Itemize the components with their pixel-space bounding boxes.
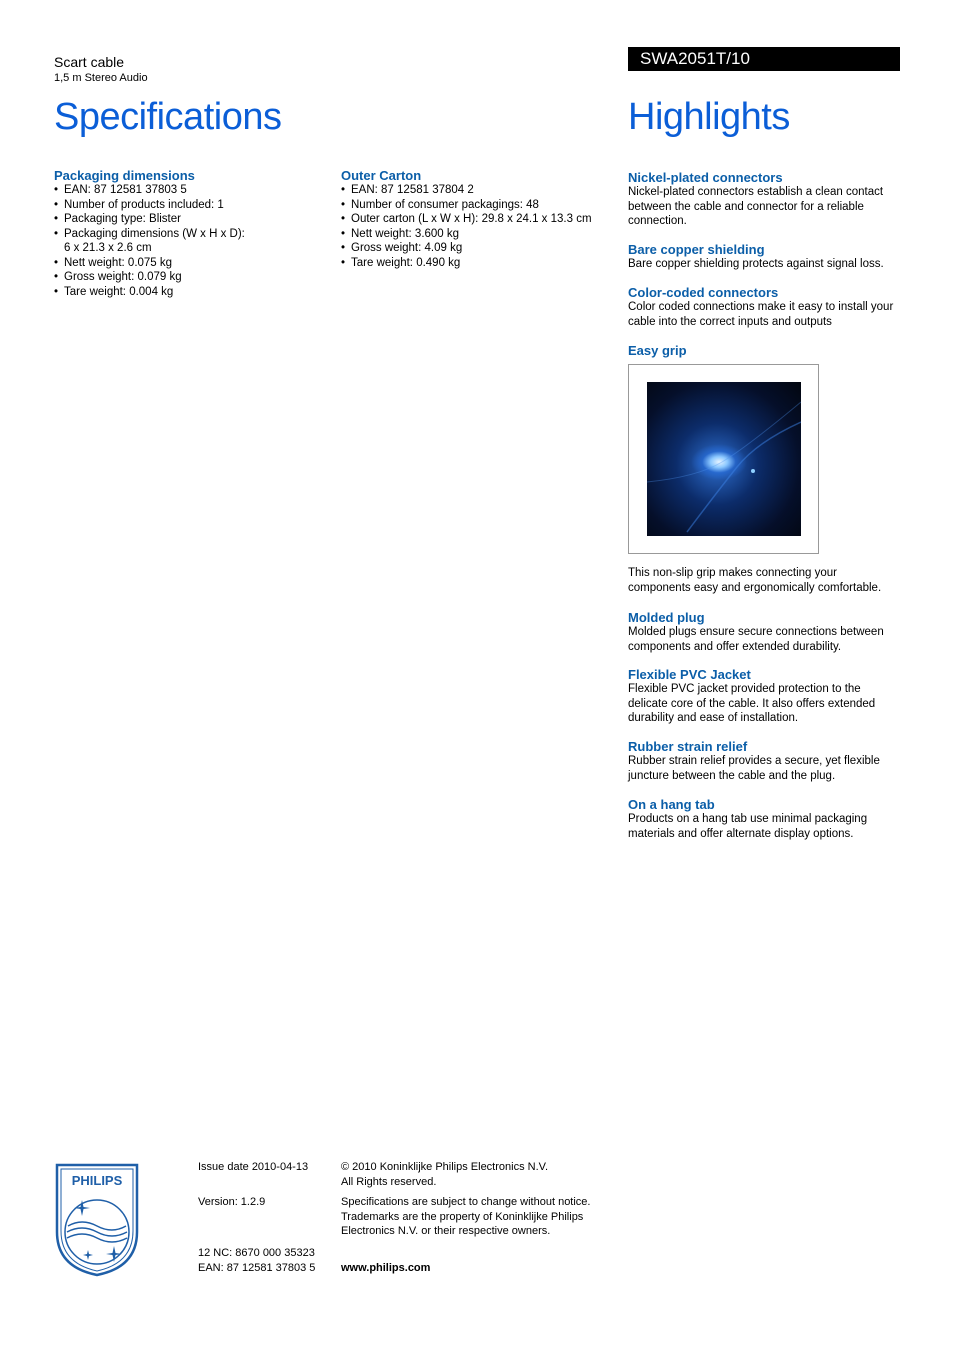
notice-line: Electronics N.V. or their respective owners. [341, 1225, 551, 1237]
highlight-molded-plug [628, 610, 900, 654]
highlight-text: Molded plugs ensure secure connections between components and offer extended durability. [628, 626, 884, 653]
easy-grip-image [647, 382, 801, 536]
notice-line: Trademarks are the property of Koninklijke Philips [341, 1210, 584, 1223]
highlight-text: This non-slip grip makes connecting your components easy and ergonomically comfortable. [628, 567, 882, 594]
product-subtitle: 1,5 m Stereo Audio [54, 72, 148, 84]
highlight-text: Bare copper shielding protects against signal loss. [628, 258, 884, 270]
version: Version: 1.2.9 [198, 1196, 266, 1208]
spec-item: • Nett weight: 3.600 kg [341, 227, 621, 242]
highlight-bare-copper [628, 242, 900, 272]
highlight-title: Color-coded connectors [628, 285, 779, 300]
spec-item: • Outer carton (L x W x H): 29.8 x 24.1 x 13.3 cm [341, 212, 621, 227]
highlight-title: Molded plug [628, 610, 705, 625]
spec-item: • Tare weight: 0.004 kg [54, 285, 314, 300]
highlight-hang-tab [628, 797, 900, 841]
logo-wordmark: PHILIPS [71, 1173, 123, 1188]
spec-item: • EAN: 87 12581 37803 5 [54, 183, 314, 198]
highlight-color-coded [628, 285, 900, 329]
highlight-text: Rubber strain relief provides a secure, yet flexible juncture between the cable and the plug. [628, 755, 880, 782]
spec-item [54, 227, 314, 256]
philips-logo [54, 1162, 140, 1278]
highlight-rubber-strain [628, 739, 900, 783]
packaging-dimensions-section [54, 168, 314, 299]
highlight-easy-grip-text [628, 566, 900, 595]
highlight-text: Products on a hang tab use minimal packaging materials and offer alternate display options. [628, 813, 868, 840]
highlights-title: Highlights [628, 96, 790, 138]
specifications-title: Specifications [54, 96, 282, 138]
highlight-title: Nickel-plated connectors [628, 170, 783, 185]
section-heading: Packaging dimensions [54, 168, 195, 183]
notice-line: Specifications are subject to change without notice. [341, 1196, 591, 1208]
highlight-nickel-plated [628, 170, 900, 229]
highlight-title: Rubber strain relief [628, 739, 748, 754]
copyright-block [341, 1160, 548, 1189]
website-link[interactable]: www.philips.com [341, 1262, 431, 1274]
model-number: SWA2051T/10 [628, 47, 900, 71]
spec-item: • Packaging type: Blister [54, 212, 314, 227]
notice-block [341, 1195, 590, 1239]
twelve-nc: 12 NC: 8670 000 35323 [198, 1247, 315, 1259]
spec-item: • Gross weight: 0.079 kg [54, 270, 314, 285]
highlight-title: Flexible PVC Jacket [628, 667, 751, 682]
highlight-text: Color coded connections make it easy to install your cable into the correct inputs and outputs [628, 301, 894, 328]
website-link-wrap [341, 1261, 430, 1276]
footer-ean: EAN: 87 12581 37803 5 [198, 1262, 316, 1274]
highlight-title: Easy grip [628, 343, 687, 358]
spec-item: • Nett weight: 0.075 kg [54, 256, 314, 271]
highlight-easy-grip-heading [628, 343, 900, 358]
spec-item: • Number of consumer packagings: 48 [341, 198, 621, 213]
easy-grip-image-frame [628, 364, 819, 554]
spec-item: • EAN: 87 12581 37804 2 [341, 183, 621, 198]
highlight-text: Nickel-plated connectors establish a clean contact between the cable and connector for a reliable connection. [628, 186, 884, 227]
highlight-flexible-pvc [628, 667, 900, 726]
spec-item: • Number of products included: 1 [54, 198, 314, 213]
outer-carton-section [341, 168, 621, 270]
copyright-line: All Rights reserved. [341, 1175, 437, 1188]
light-streak-graphic [647, 382, 801, 536]
spec-item: • Tare weight: 0.490 kg [341, 256, 621, 271]
issue-date: Issue date 2010-04-13 [198, 1161, 309, 1173]
copyright-line: © 2010 Koninklijke Philips Electronics N.V. [341, 1161, 549, 1173]
spec-item-line: 6 x 21.3 x 2.6 cm [64, 242, 152, 254]
spec-item: • Gross weight: 4.09 kg [341, 241, 621, 256]
spec-list [54, 183, 314, 299]
product-name: Scart cable [54, 54, 125, 70]
spec-list [341, 183, 621, 270]
highlight-text: Flexible PVC jacket provided protection to the delicate core of the cable. It also offers extended durability and ease of installation. [628, 683, 876, 724]
highlight-title: Bare copper shielding [628, 242, 765, 257]
spec-item-line: Packaging dimensions (W x H x D): [64, 227, 245, 240]
highlight-title: On a hang tab [628, 797, 715, 812]
section-heading: Outer Carton [341, 168, 422, 183]
